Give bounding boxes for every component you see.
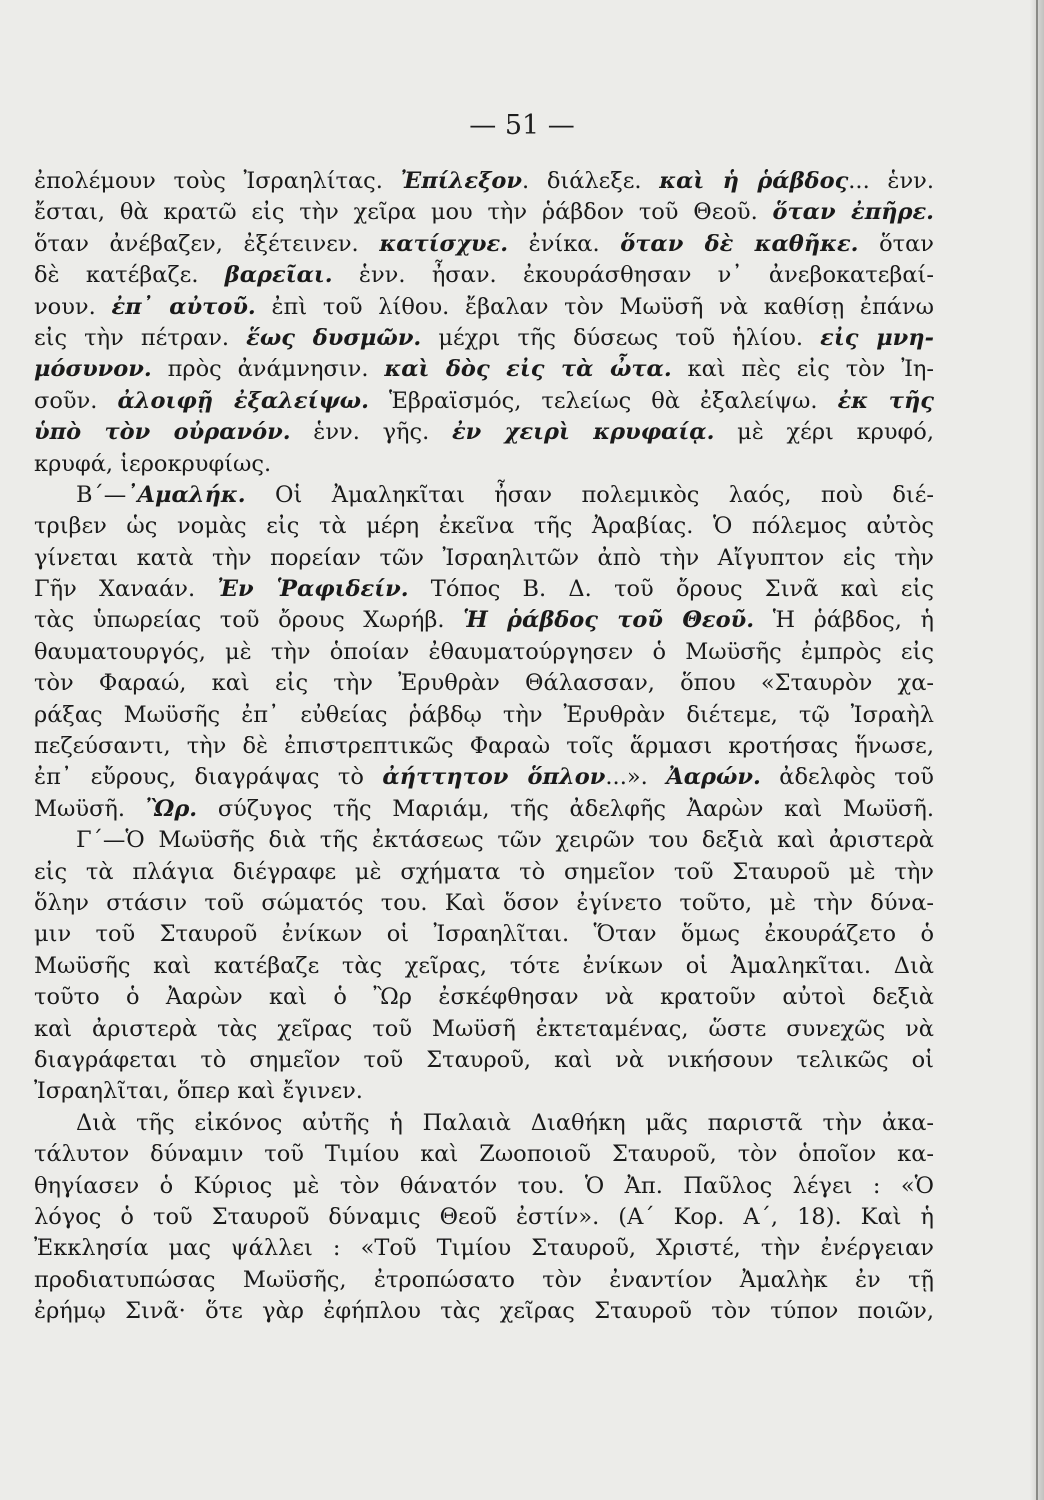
text-segment: τάλυτον δύναμιν τοῦ Τιμίου καὶ Ζωοποιοῦ Σταυροῦ, τὸν ὁποῖον κα- bbox=[34, 1141, 934, 1168]
text-segment: τοῦτο ὁ Ἀαρὼν καὶ ὁ Ὢρ ἐσκέφθησαν νὰ κρατοῦν αὐτοὶ δεξιὰ bbox=[34, 984, 934, 1011]
glossed-term: Ἐπίλεξον bbox=[400, 168, 523, 194]
text-segment: ὅταν bbox=[858, 230, 934, 257]
text-line bbox=[34, 605, 934, 636]
text-segment: Μωϋσῆ. bbox=[34, 795, 146, 822]
text-segment: τριβεν ὡς νομὰς εἰς τὰ μέρη ἐκεῖνα τῆς Ἀραβίας. Ὁ πόλεμος αὐτὸς bbox=[34, 513, 934, 540]
text-segment: ἀδελφὸς τοῦ bbox=[760, 764, 934, 791]
glossed-term: Ἡ ῥάβδος τοῦ Θεοῦ. bbox=[463, 607, 755, 634]
text-line bbox=[34, 982, 934, 1013]
text-segment: Οἱ Ἀμαληκῖται ἦσαν πολεμικὸς λαός, ποὺ διέ- bbox=[245, 481, 934, 508]
text-segment: καὶ πὲς εἰς τὸν Ἰη- bbox=[671, 356, 935, 383]
glossed-term: ἕως δυσμῶν. bbox=[246, 324, 422, 351]
text-segment: Ἡ ῥάβδος, ἡ bbox=[754, 607, 934, 634]
body-text bbox=[34, 166, 934, 1327]
glossed-term: ὑπὸ τὸν οὐρανόν. bbox=[34, 419, 291, 446]
text-line bbox=[34, 1296, 934, 1327]
text-line bbox=[34, 292, 934, 323]
glossed-term: καὶ ἡ ῥάβδος bbox=[659, 168, 849, 194]
glossed-term: ἀήττητον ὅπλον bbox=[382, 764, 606, 791]
text-line bbox=[34, 888, 934, 919]
text-segment: δὲ κατέβαζε. bbox=[34, 262, 225, 289]
text-line bbox=[34, 951, 934, 982]
text-segment: ἑνν. γῆς. bbox=[290, 419, 452, 446]
text-line bbox=[34, 543, 934, 574]
text-line bbox=[34, 919, 934, 950]
glossed-term: μόσυνον. bbox=[34, 356, 152, 383]
text-segment: ... ἑνν. bbox=[848, 168, 934, 194]
glossed-term: ὅταν δὲ καθῆκε. bbox=[620, 230, 859, 257]
text-segment: ἐπολέμουν τοὺς Ἰσραηλίτας. bbox=[34, 168, 401, 194]
text-segment: καὶ ἀριστερὰ τὰς χεῖρας τοῦ Μωϋσῆ ἐκτεταμένας, ὥστε συνεχῶς νὰ bbox=[34, 1015, 934, 1042]
glossed-term: ἀλοιφῇ ἐξαλείψω. bbox=[117, 387, 369, 414]
text-segment: ἔσται, θὰ κρατῶ εἰς τὴν χεῖρα μου τὴν ῥάβδον τοῦ Θεοῦ. bbox=[34, 199, 773, 226]
text-segment: Διὰ τῆς εἰκόνος αὐτῆς ἡ Παλαιὰ Διαθήκη μᾶς παριστᾶ τὴν ἀκα- bbox=[76, 1109, 934, 1136]
glossed-term: ἐν χειρὶ κρυφαίᾳ. bbox=[451, 419, 715, 446]
text-segment: μὲ χέρι κρυφό, bbox=[714, 419, 934, 446]
text-segment: διαγράφεται τὸ σημεῖον τοῦ Σταυροῦ, καὶ νὰ νικήσουν τελικῶς οἱ bbox=[34, 1046, 934, 1073]
text-line bbox=[34, 731, 934, 762]
text-line bbox=[34, 825, 934, 856]
text-line bbox=[34, 1202, 934, 1233]
page-edge-line bbox=[1036, 0, 1038, 1500]
text-segment: ὅλην στάσιν τοῦ σώματός του. Καὶ ὅσον ἐγίνετο τοῦτο, μὲ τὴν δύνα- bbox=[34, 889, 934, 916]
text-segment: ...». bbox=[605, 764, 667, 791]
text-segment: ἐρήμῳ Σινᾶ· ὅτε γὰρ ἐφήπλου τὰς χεῖρας Σταυροῦ τὸν τύπον ποιῶν, bbox=[34, 1298, 934, 1325]
text-segment: θηγίασεν ὁ Κύριος μὲ τὸν θάνατόν του. Ὁ Ἀπ. Παῦλος λέγει : «Ὁ bbox=[34, 1172, 934, 1199]
text-segment: ἐπ᾿ εὔρους, διαγράψας τὸ bbox=[34, 764, 383, 791]
page-number: — 51 — bbox=[469, 110, 575, 141]
text-segment: Ἰσραηλῖται, ὅπερ καὶ ἔγινεν. bbox=[34, 1078, 363, 1105]
text-line bbox=[34, 480, 934, 511]
glossed-term: εἰς μνη- bbox=[820, 324, 934, 351]
text-segment: Γ΄—Ὁ Μωϋσῆς διὰ τῆς ἐκτάσεως τῶν χειρῶν του δεξιὰ καὶ ἀριστερὰ bbox=[76, 827, 934, 854]
text-segment: εἰς τὴν πέτραν. bbox=[34, 324, 247, 351]
glossed-term: ὅταν ἐπῆρε. bbox=[772, 199, 934, 226]
text-segment: ἑνν. ἦσαν. ἐκουράσθησαν ν᾿ ἀνεβοκατεβαί- bbox=[332, 262, 934, 289]
text-line bbox=[34, 417, 934, 448]
text-segment: νουν. bbox=[34, 293, 112, 320]
text-segment: θαυματουργός, μὲ τὴν ὁποίαν ἐθαυματούργησεν ὁ Μωϋσῆς ἐμπρὸς εἰς bbox=[34, 638, 934, 665]
glossed-term: ἐκ τῆς bbox=[837, 387, 934, 414]
text-line bbox=[34, 1171, 934, 1202]
text-line bbox=[34, 700, 934, 731]
text-segment: Γῆν Χαναάν. bbox=[34, 576, 218, 603]
text-line bbox=[34, 386, 934, 417]
text-line bbox=[34, 1076, 934, 1107]
text-line bbox=[34, 449, 934, 480]
text-line bbox=[34, 511, 934, 542]
text-segment: Β΄— bbox=[76, 481, 127, 508]
text-line bbox=[34, 1139, 934, 1170]
text-segment: Τόπος Β. Δ. τοῦ ὄρους Σινᾶ καὶ εἰς bbox=[408, 576, 935, 603]
glossed-term: Ἀαρών. bbox=[666, 764, 761, 791]
text-line bbox=[34, 229, 934, 260]
text-segment: ἐπὶ τοῦ λίθου. ἔβαλαν τὸν Μωϋσῆ νὰ καθίσῃ ἐπάνω bbox=[255, 293, 934, 320]
text-line bbox=[34, 857, 934, 888]
text-segment: Μωϋσῆς καὶ κατέβαζε τὰς χεῖρας, τότε ἐνίκων οἱ Ἀμαληκῖται. Διὰ bbox=[34, 952, 934, 979]
text-line bbox=[34, 668, 934, 699]
text-segment: κρυφά, ἱεροκρυφίως. bbox=[34, 450, 272, 477]
text-segment: ράξας Μωϋσῆς ἐπ᾿ εὐθείας ῥάβδῳ τὴν Ἐρυθρὰν διέτεμε, τῷ Ἰσραὴλ bbox=[34, 701, 934, 728]
glossed-term: ᾿Αμαλήκ. bbox=[126, 481, 246, 508]
text-line bbox=[34, 1233, 934, 1264]
text-segment: ὅταν ἀνέβαζεν, ἐξέτεινεν. bbox=[34, 230, 380, 257]
glossed-term: ἐπ᾿ αὐτοῦ. bbox=[111, 293, 256, 320]
text-segment: Ἐκκλησία μας ψάλλει : «Τοῦ Τιμίου Σταυροῦ, Χριστέ, τὴν ἐνέργειαν bbox=[34, 1235, 934, 1262]
text-line bbox=[34, 1014, 934, 1045]
text-segment: πρὸς ἀνάμνησιν. bbox=[151, 356, 385, 383]
text-segment: σύζυγος τῆς Μαριάμ, τῆς ἀδελφῆς Ἀαρὼν καὶ Μωϋσῆ. bbox=[197, 795, 934, 822]
text-line bbox=[34, 1265, 934, 1296]
text-line bbox=[34, 354, 934, 385]
text-line bbox=[34, 1045, 934, 1076]
text-segment: λόγος ὁ τοῦ Σταυροῦ δύναμις Θεοῦ ἐστίν». (Α΄ Κορ. Α΄, 18). Καὶ ἡ bbox=[34, 1203, 934, 1230]
text-line bbox=[34, 762, 934, 793]
text-line bbox=[34, 574, 934, 605]
text-line bbox=[34, 260, 934, 291]
glossed-term: Ἐν Ῥαφιδείν. bbox=[217, 576, 409, 603]
text-segment: εἰς τὰ πλάγια διέγραφε μὲ σχήματα τὸ σημεῖον τοῦ Σταυροῦ μὲ τὴν bbox=[34, 858, 934, 885]
text-segment: σοῦν. bbox=[34, 387, 118, 414]
text-line bbox=[34, 637, 934, 668]
text-line bbox=[34, 197, 934, 228]
text-segment: προδιατυπώσας Μωϋσῆς, ἐτροπώσατο τὸν ἐναντίον Ἀμαλὴκ ἐν τῇ bbox=[34, 1266, 934, 1293]
text-segment: τὸν Φαραώ, καὶ εἰς τὴν Ἐρυθρὰν Θάλασσαν, ὅπου «Σταυρὸν χα- bbox=[34, 670, 934, 697]
text-segment: Ἑβραϊσμός, τελείως θὰ ἐξαλείψω. bbox=[368, 387, 838, 414]
glossed-term: Ὢρ. bbox=[145, 795, 198, 822]
glossed-term: κατίσχυε. bbox=[379, 230, 509, 257]
text-line bbox=[34, 323, 934, 354]
glossed-term: καὶ δὸς εἰς τὰ ὦτα. bbox=[384, 356, 672, 383]
text-segment: μιν τοῦ Σταυροῦ ἐνίκων οἱ Ἰσραηλῖται. Ὅταν ὅμως ἐκουράζετο ὁ bbox=[34, 921, 934, 948]
text-line bbox=[34, 1108, 934, 1139]
text-segment: τὰς ὑπωρείας τοῦ ὄρους Χωρήβ. bbox=[34, 607, 464, 634]
text-line bbox=[34, 794, 934, 825]
text-segment: πεζεύσαντι, τὴν δὲ ἐπιστρεπτικῶς Φαραὼ τοῖς ἅρμασι κροτήσας ἥνωσε, bbox=[34, 733, 934, 760]
glossed-term: βαρεῖαι. bbox=[224, 262, 333, 289]
text-segment: . διάλεξε. bbox=[522, 168, 660, 194]
text-segment: ἐνίκα. bbox=[508, 230, 621, 257]
text-segment: γίνεται κατὰ τὴν πορείαν τῶν Ἰσραηλιτῶν ἀπὸ τὴν Αἴγυπτον εἰς τὴν bbox=[34, 544, 934, 571]
text-line bbox=[34, 166, 934, 197]
text-segment: μέχρι τῆς δύσεως τοῦ ἡλίου. bbox=[421, 324, 821, 351]
